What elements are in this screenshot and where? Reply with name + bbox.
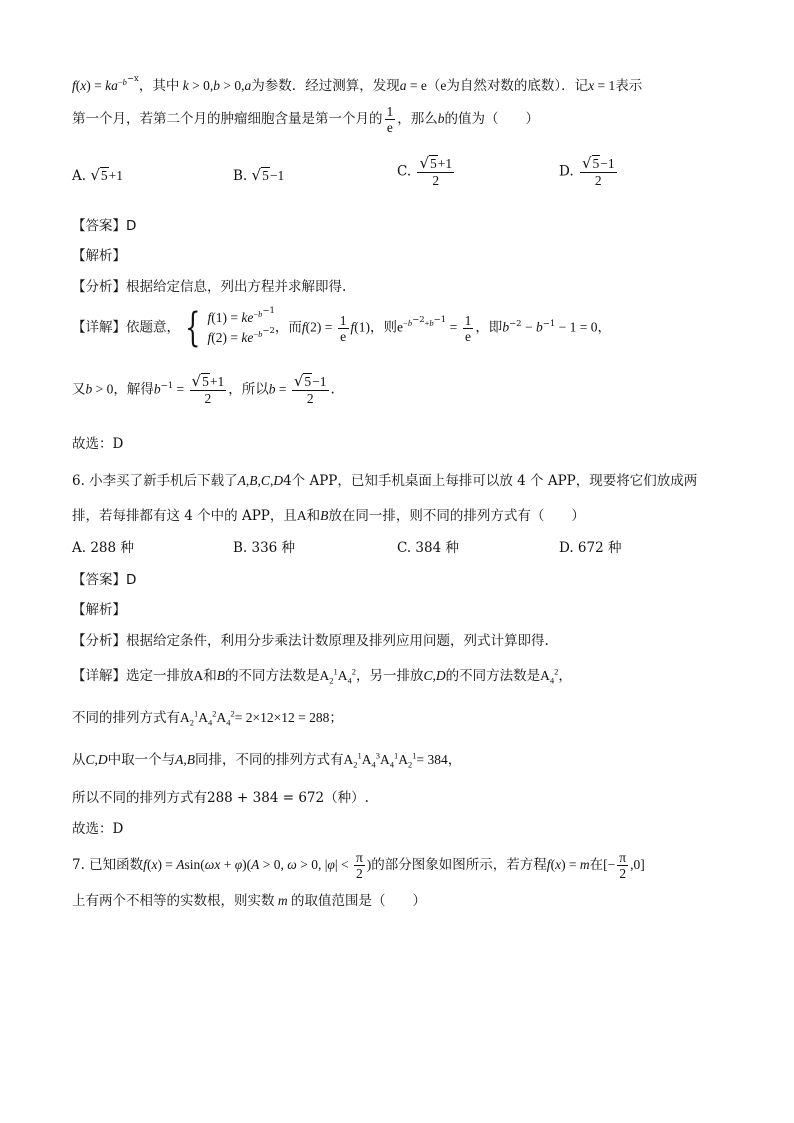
q6-stem-line-2: 排，若每排都有这 4 个中的 APP，且A和B放在同一排，则不同的排列方式有（ ）	[72, 508, 585, 524]
q6-stem-line-1: 6. 小李买了新手机后下载了A,B,C,D4个 APP，已知手机桌面上每排可以放 4 个 APP，现要将它们放成两	[72, 473, 698, 489]
q6-option-d[interactable]: D. 672 种	[559, 540, 622, 556]
q5-option-b[interactable]: B. √5−1	[233, 166, 285, 184]
q5-fenxi: 【分析】根据给定信息，列出方程并求解即得.	[72, 279, 347, 295]
q5-option-a[interactable]: A. √5+1	[72, 166, 124, 184]
q6-fenxi: 【分析】根据给定条件，利用分步乘法计数原理及排列应用问题，列式计算即得.	[72, 633, 549, 649]
left-brace: {	[185, 305, 201, 351]
q6-guxuan: 故选：D	[72, 821, 124, 837]
q6-option-a[interactable]: A. 288 种	[72, 540, 134, 556]
q5-solution-line: 又b > 0，解得$b^{-1}$ = $\frac{√5+1}{2}$ ，所以b = $\frac{√5-1}{2}$ .	[72, 372, 335, 406]
fraction-one-over-e: $\frac{1}{e}$	[386, 104, 394, 135]
q5-option-d[interactable]: D. $\frac{√5-1}{2}$	[559, 154, 615, 188]
q6-xiangjie-line-2: 不同的排列方式有$A_2^1A_4^2A_4^2= 2\times 12\times 12 = 288$；	[72, 708, 343, 728]
q5-answer: 【答案】D	[72, 218, 137, 234]
q6-option-b[interactable]: B. 336 种	[233, 540, 296, 556]
q5-stem-line-2: 第一个月，若第二个月的肿瘤细胞含量是第一个月的 $\frac{1}{e}$ ，那么b的值为（ ）	[72, 104, 539, 135]
q5-analysis-label: 【解析】	[72, 248, 126, 264]
q6-xiangjie-line-1: 【详解】选定一排放A和B的不同方法数是$A_2^1A_4^2$，另一排放C,D的不同方法数是$A_4^2$，	[72, 666, 572, 686]
q7-stem-line-1: 7. 已知函数f(x) = Asin(ωx + φ)(A > 0, ω > 0, |φ| < $\frac{\pi}{2}$ )的部分图象如图所示，若方程f(x) = m在[− $\frac{\pi}{2}$ ,0]	[72, 850, 645, 881]
q5-guxuan: 故选：D	[72, 436, 124, 452]
q5-xiangjie: 【详解】依题意， { $f(1) = ke^{-b^{-1}}$ $f(2) = ke^{-b^{-2}}$ ，而f(2) = $\frac{1}{e}$ f(1)，则$e^{-b^{-2}+b^{-1}}$ = $\frac{1}{e}$ ，即$b^{-2} - b^{-1} - 1 = 0$，	[72, 305, 611, 351]
q6-answer: 【答案】D	[72, 572, 137, 588]
q6-xiangjie-line-4: 所以不同的排列方式有288 + 384 = 672（种）.	[72, 790, 369, 806]
q5-option-c[interactable]: C. $\frac{√5+1}{2}$	[397, 154, 453, 188]
q5-stem-line-1: $f(x) = ka^{-b^{-x}}$，其中 k > 0,b > 0,a为参数．经过测算，发现a = e（e为自然对数的底数）．记x = 1表示	[72, 73, 643, 94]
q7-stem-line-2: 上有两个不相等的实数根，则实数 m 的取值范围是（ ）	[72, 893, 426, 909]
equation-system: $f(1) = ke^{-b^{-1}}$ $f(2) = ke^{-b^{-2}}$	[207, 305, 275, 345]
q6-xiangjie-line-3: 从C,D中取一个与A,B同排，不同的排列方式有$A_2^1A_4^3A_4^1A_2^1= 384$，	[72, 750, 462, 770]
q6-analysis-label: 【解析】	[72, 602, 126, 618]
q6-option-c[interactable]: C. 384 种	[397, 540, 459, 556]
